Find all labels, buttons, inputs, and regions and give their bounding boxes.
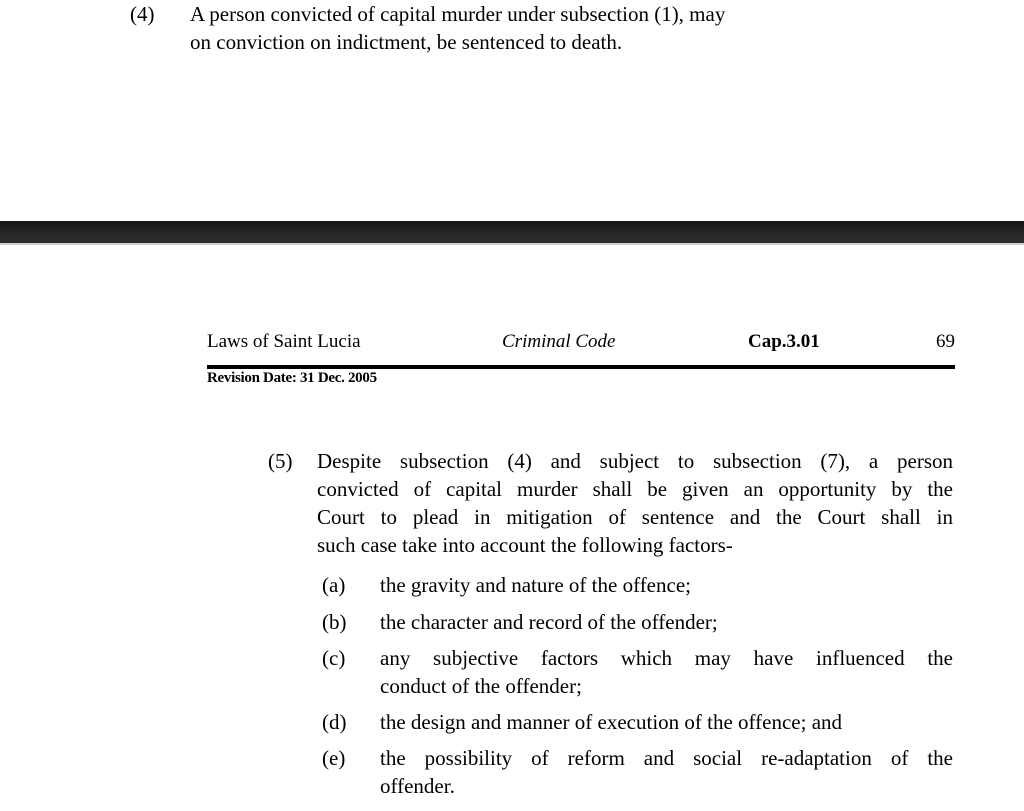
subsection-4-label: (4) [130,2,155,26]
list-item-label: (a) [322,573,346,597]
list-item-label: (e) [322,746,346,770]
list-item-line: the character and record of the offender; [380,610,718,634]
list-item-label: (c) [322,646,346,670]
subsection-5-text [317,447,953,559]
text-line: Court to plead in mitigation of sentence and the Court shall in [317,505,953,529]
list-item [380,608,953,636]
list-item-label: (d) [322,710,347,734]
text-line: Despite subsection (4) and subject to subsection (7), a person [317,449,953,473]
page-separator [0,221,1024,245]
header-chapter: Cap.3.01 [748,331,820,352]
subsection-5-label: (5) [268,449,293,473]
text-line: such case take into account the following factors- [317,533,733,557]
text-line: on conviction on indictment, be sentenced to death. [190,30,623,54]
header-revision-date: Revision Date: 31 Dec. 2005 [207,370,377,386]
list-item [380,571,953,599]
list-item-line: offender. [380,774,455,798]
subsection-4-text [190,0,870,56]
header-jurisdiction: Laws of Saint Lucia [207,331,361,352]
list-item-line: the gravity and nature of the offence; [380,573,691,597]
list-item [380,708,953,736]
list-item [380,644,953,700]
list-item-line: conduct of the offender; [380,674,582,698]
list-item-line: any subjective factors which may have influenced the [380,646,953,670]
header-page-number: 69 [936,331,955,352]
header-document-title: Criminal Code [502,331,616,352]
list-item-line: the design and manner of execution of the offence; and [380,710,843,734]
page-header [207,330,955,354]
text-line: convicted of capital murder shall be given an opportunity by the [317,477,953,501]
text-line: A person convicted of capital murder under subsection (1), may [190,2,726,26]
list-item-line: the possibility of reform and social re-adaptation of the [380,746,953,770]
header-rule [207,365,955,369]
list-item [380,744,953,800]
list-item-label: (b) [322,610,347,634]
